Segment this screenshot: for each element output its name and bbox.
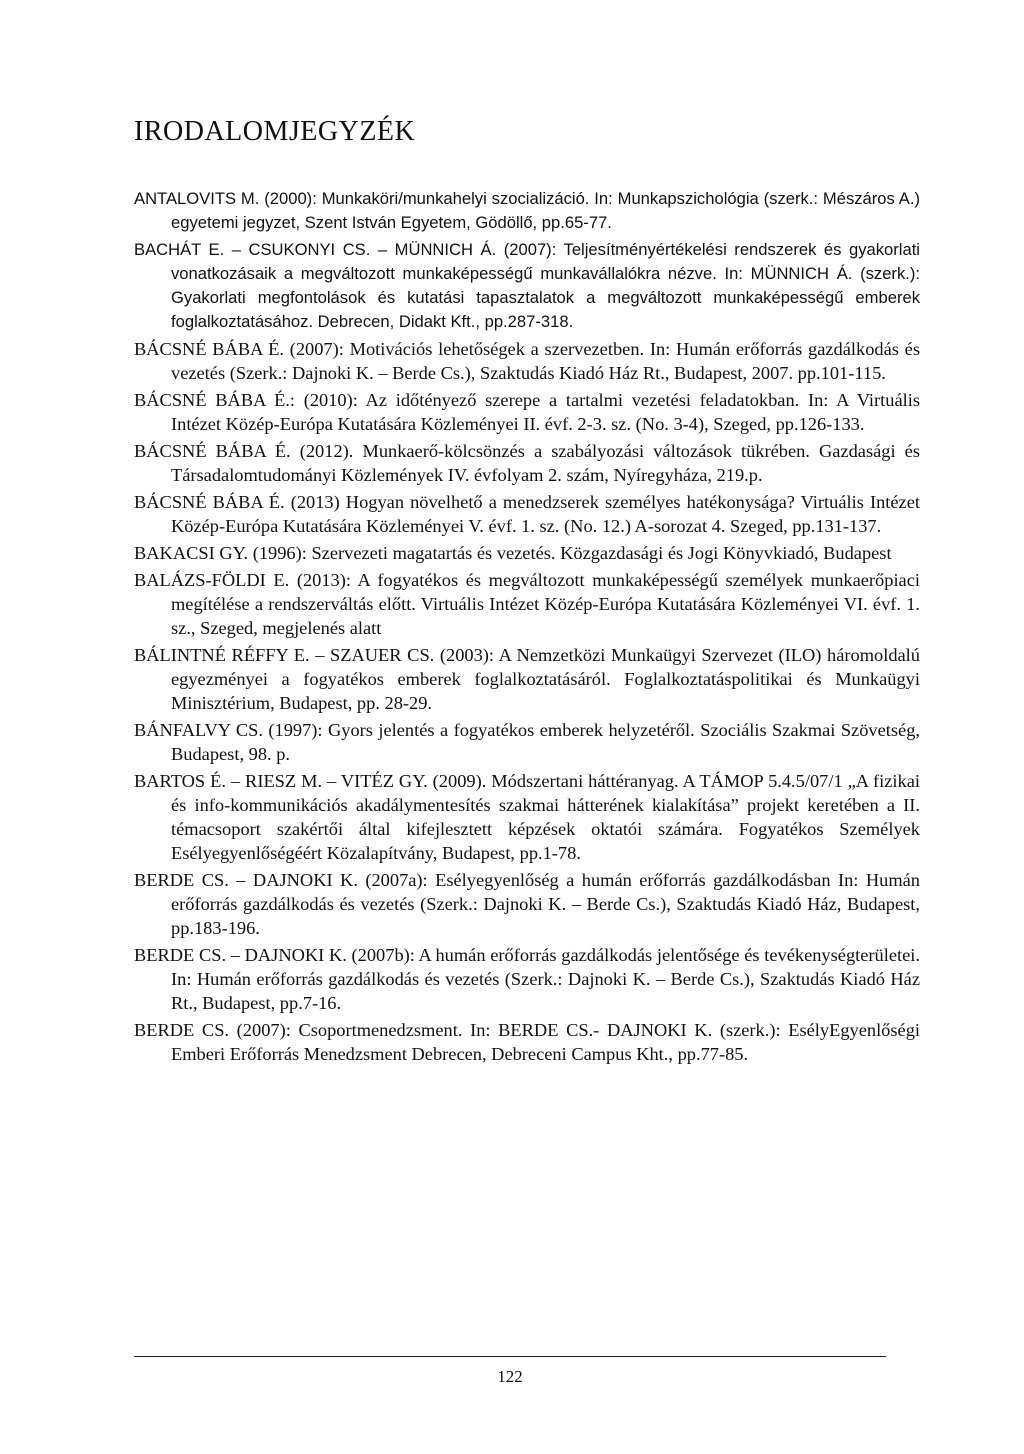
reference-entry: BARTOS É. – RIESZ M. – VITÉZ GY. (2009). Módszertani háttéranyag. A TÁMOP 5.4.5/07/1 „A fizikai és info-kommunikációs akadálymentesítés szakmai hátterének kialakítása” projekt keretében a II. témacsoport szakértői által kifejlesztett képzések oktatói számára. Fogyatékos Személyek Esélyegyenlőségéért Közalapítvány, Budapest, pp.1-78. [134,771,920,863]
reference-entry: BERDE CS. – DAJNOKI K. (2007a): Esélyegyenlőség a humán erőforrás gazdálkodásban In: Humán erőforrás gazdálkodás és vezetés (Szerk.: Dajnoki K. – Berde Cs.), Szaktudás Kiadó Ház, Budapest, pp.183-196. [134,870,920,938]
reference-entry: BÁNFALVY CS. (1997): Gyors jelentés a fogyatékos emberek helyzetéről. Szociális Szakmai Szövetség, Budapest, 98. p. [134,720,920,764]
reference-entry: BERDE CS. – DAJNOKI K. (2007b): A humán erőforrás gazdálkodás jelentősége és tevékenységterületei. In: Humán erőforrás gazdálkodás és vezetés (Szerk.: Dajnoki K. – Berde Cs.), Szaktudás Kiadó Ház Rt., Budapest, pp.7-16. [134,945,920,1013]
reference-list [134,187,920,1069]
reference-entry: BÁCSNÉ BÁBA É. (2013) Hogyan növelhető a menedzserek személyes hatékonysága? Virtuális Intézet Közép-Európa Kutatására Közleményei V. évf. 1. sz. (No. 12.) A-sorozat 4. Szeged, pp.131-137. [134,492,920,536]
footer-divider [134,1356,886,1357]
page-title: IRODALOMJEGYZÉK [134,116,416,147]
reference-entry: BÁCSNÉ BÁBA É. (2007): Motivációs lehetőségek a szervezetben. In: Humán erőforrás gazdálkodás és vezetés (Szerk.: Dajnoki K. – Berde Cs.), Szaktudás Kiadó Ház Rt., Budapest, 2007. pp.101-115. [134,339,920,383]
reference-entry: BALÁZS-FÖLDI E. (2013): A fogyatékos és megváltozott munkaképességű személyek munkaerőpiaci megítélése a rendszerváltás előtt. Virtuális Intézet Közép-Európa Kutatására Közleményei VI. évf. 1. sz., Szeged, megjelenés alatt [134,570,920,638]
reference-entry: BERDE CS. (2007): Csoportmenedzsment. In: BERDE CS.- DAJNOKI K. (szerk.): EsélyEgyenlőségi Emberi Erőforrás Menedzsment Debrecen, Debreceni Campus Kht., pp.77-85. [134,1020,920,1064]
reference-entry: BÁLINTNÉ RÉFFY E. – SZAUER CS. (2003): A Nemzetközi Munkaügyi Szervezet (ILO) háromoldalú egyezményei a fogyatékos emberek foglalkoztatásáról. Foglalkoztatáspolitikai és Munkaügyi Minisztérium, Budapest, pp. 28-29. [134,645,920,713]
reference-entry: ANTALOVITS M. (2000): Munkaköri/munkahelyi szocializáció. In: Munkapszichológia (szerk.: Mészáros A.) egyetemi jegyzet, Szent István Egyetem, Gödöllő, pp.65-77. [134,189,920,232]
reference-entry: BÁCSNÉ BÁBA É.: (2010): Az időtényező szerepe a tartalmi vezetési feladatokban. In: A Virtuális Intézet Közép-Európa Kutatására Közleményei II. évf. 2-3. sz. (No. 3-4), Szeged, pp.126-133. [134,390,920,434]
reference-entry: BÁCSNÉ BÁBA É. (2012). Munkaerő-kölcsönzés a szabályozási változások tükrében. Gazdasági és Társadalomtudományi Közlemények IV. évfolyam 2. szám, Nyíregyháza, 219.p. [134,441,920,485]
page-number: 122 [497,1367,523,1386]
reference-entry: BAKACSI GY. (1996): Szervezeti magatartás és vezetés. Közgazdasági és Jogi Könyvkiadó, Budapest [134,543,892,563]
reference-entry: BACHÁT E. – CSUKONYI CS. – MÜNNICH Á. (2007): Teljesítményértékelési rendszerek és gyakorlati vonatkozásaik a megváltozott munkaképességű munkavállalókra nézve. In: MÜNNICH Á. (szerk.): Gyakorlati megfontolások és kutatási tapasztalatok a megváltozott munkaképességű emberek foglalkoztatásához. Debrecen, Didakt Kft., pp.287-318. [134,240,920,331]
